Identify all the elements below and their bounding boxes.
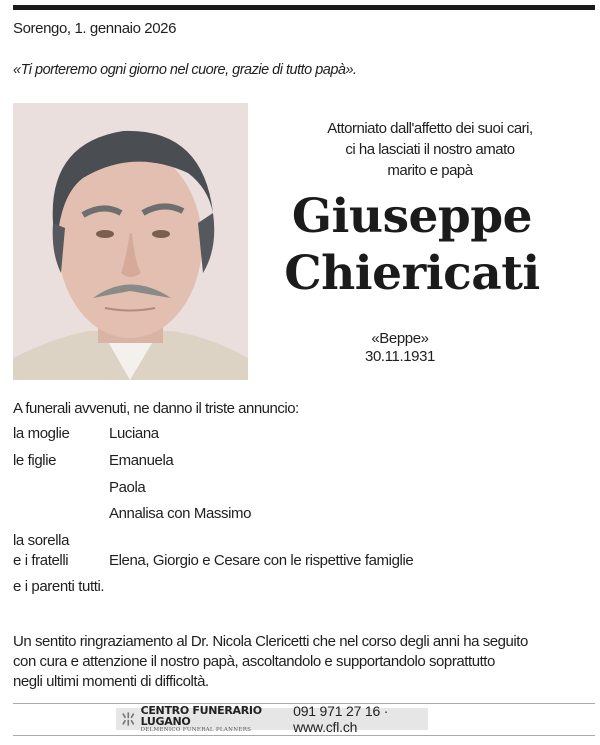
thanks-line: con cura e attenzione il nostro papà, ascoltandolo e supportandolo soprattutto: [13, 653, 495, 670]
thanks-line: Un sentito ringraziamento al Dr. Nicola Clericetti che nel corso degli anni ha seguito: [13, 633, 528, 650]
intro-line: ci ha lasciati il nostro amato: [345, 141, 515, 158]
phone-number: 091 971 27 16: [293, 703, 381, 719]
birth-date: 30.11.1931: [365, 348, 435, 365]
website-link[interactable]: www.cfl.ch: [293, 719, 358, 735]
intro-line: marito e papà: [387, 162, 473, 179]
footer-divider-bottom: [13, 735, 595, 736]
family-names: Elena, Giorgio e Cesare con le rispettive famiglie: [109, 552, 414, 569]
relation: e i parenti tutti.: [13, 578, 105, 595]
portrait-image-icon: [13, 103, 248, 380]
deceased-name: [262, 188, 562, 302]
funeral-home-banner: [116, 703, 428, 735]
funeral-logo-icon: [120, 711, 137, 727]
place-date: Sorengo, 1. gennaio 2026: [13, 20, 177, 37]
family-names: Annalisa con Massimo: [109, 505, 252, 522]
family-names: Luciana: [109, 425, 159, 442]
dedication-quote: «Ti porteremo ogni giorno nel cuore, grazie di tutto papà».: [13, 62, 357, 78]
thanks-line: negli ultimi momenti di difficoltà.: [13, 673, 209, 690]
company-name: CENTRO FUNERARIO LUGANO: [140, 703, 262, 728]
company-tagline: DELMENICO FUNERAL PLANNERS: [140, 726, 252, 733]
announcement: A funerali avvenuti, ne danno il triste annuncio:: [13, 400, 299, 417]
nickname: «Beppe»: [371, 330, 429, 347]
portrait-photo: [13, 103, 248, 380]
top-divider: [13, 5, 595, 10]
thanks-note: [13, 632, 593, 692]
relation: la sorella: [13, 532, 70, 549]
relation: le figlie: [13, 452, 57, 469]
intro-line: Attorniato dall'affetto dei suoi cari,: [327, 120, 533, 137]
intro-text: [260, 118, 600, 181]
relation: la moglie: [13, 425, 70, 442]
family-names: Paola: [109, 479, 146, 496]
last-name: Chiericati: [284, 246, 540, 301]
separator: ·: [383, 703, 389, 719]
funeral-home-logo: [141, 705, 286, 734]
family-names: Emanuela: [109, 452, 174, 469]
nickname-and-birthdate: [300, 330, 500, 366]
contact-info: [293, 703, 428, 735]
relation: e i fratelli: [13, 552, 69, 569]
first-name: Giuseppe: [291, 189, 533, 244]
